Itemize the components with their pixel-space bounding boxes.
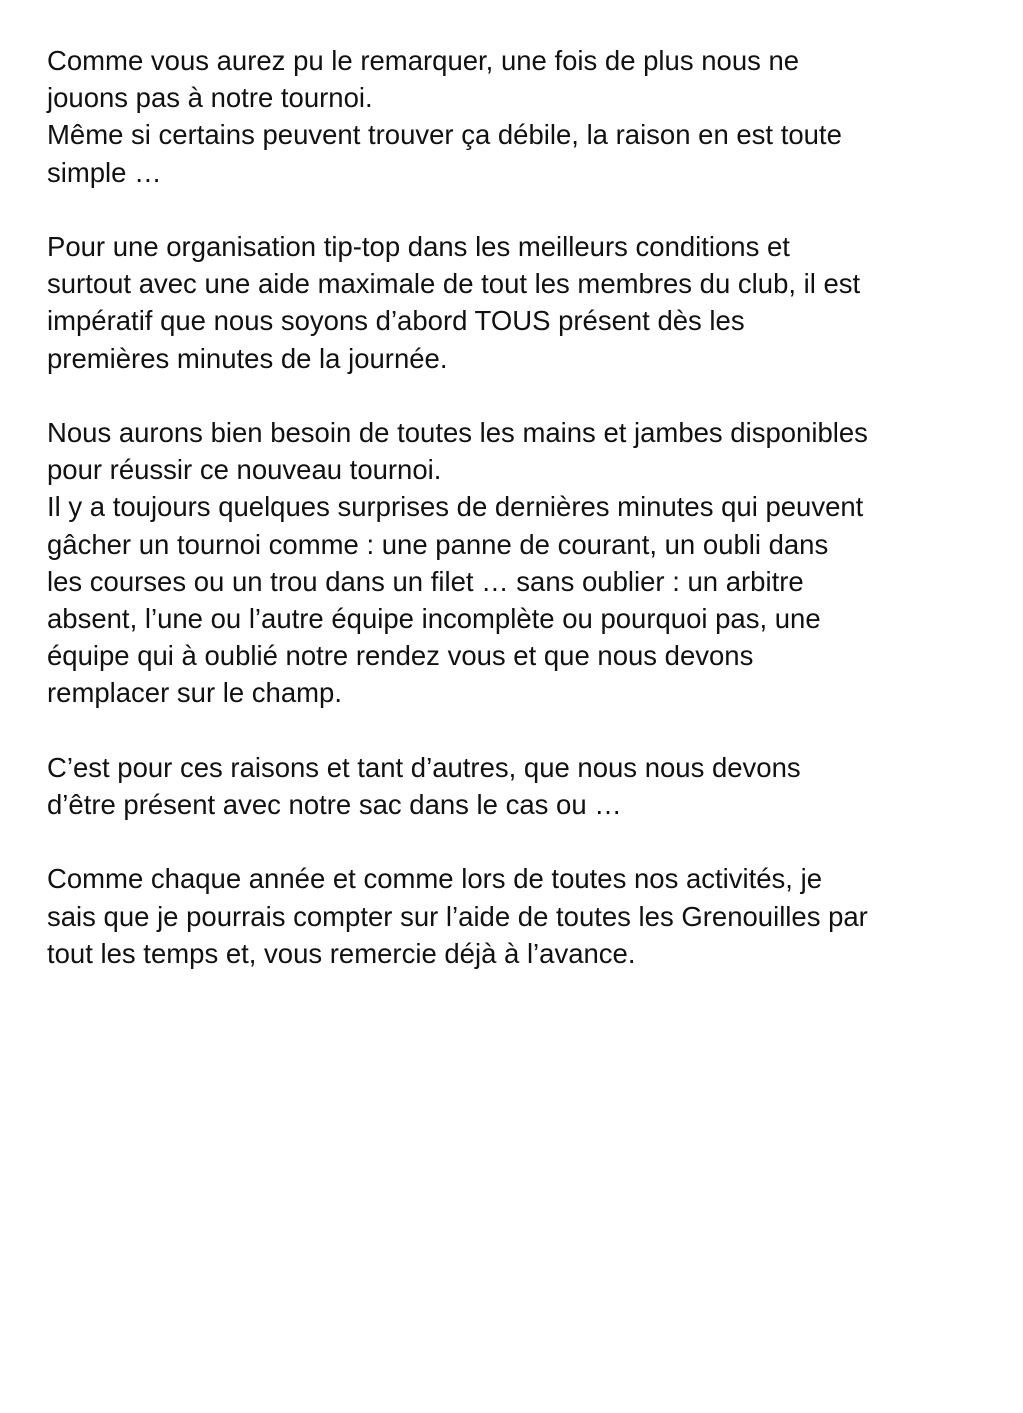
text-line: surtout avec une aide maximale de tout les membres du club, il est: [47, 268, 861, 300]
text-line: Nous aurons bien besoin de toutes les mains et jambes disponibles: [47, 417, 868, 448]
text-line: les courses ou un trou dans un filet … sans oublier : un arbitre: [47, 565, 804, 597]
paragraph-surprises: [47, 414, 987, 712]
text-line: remplacer sur le champ.: [47, 677, 342, 709]
text-line: pour réussir ce nouveau tournoi.: [47, 454, 442, 486]
text-line: Il y a toujours quelques surprises de dernières minutes qui peuvent: [47, 491, 864, 523]
text-line: premières minutes de la journée.: [47, 342, 448, 374]
paragraph-remerciements: [47, 860, 987, 972]
text-line: Pour une organisation tip-top dans les meilleurs conditions et: [47, 231, 790, 262]
text-line: d’être présent avec notre sac dans le cas ou …: [47, 789, 622, 821]
text-line: simple …: [47, 156, 162, 188]
paragraph-raisons: [47, 749, 987, 823]
text-line: gâcher un tournoi comme : une panne de courant, un oubli dans: [47, 528, 829, 560]
text-line: absent, l’une ou l’autre équipe incomplète ou pourquoi pas, une: [47, 603, 821, 635]
text-line: tout les temps et, vous remercie déjà à l’avance.: [47, 937, 636, 969]
paragraph-organisation: [47, 228, 987, 377]
document-body: [47, 42, 987, 1009]
text-line: sais que je pourrais compter sur l’aide de toutes les Grenouilles par: [47, 900, 868, 932]
text-line: Même si certains peuvent trouver ça débile, la raison en est toute: [47, 119, 842, 151]
text-line: impératif que nous soyons d’abord TOUS présent dès les: [47, 305, 745, 337]
text-line: Comme vous aurez pu le remarquer, une fois de plus nous ne: [47, 45, 800, 76]
paragraph-intro: [47, 42, 987, 191]
text-line: C’est pour ces raisons et tant d’autres, que nous nous devons: [47, 751, 801, 783]
text-line: équipe qui à oublié notre rendez vous et que nous devons: [47, 640, 754, 672]
text-line: Comme chaque année et comme lors de toutes nos activités, je: [47, 863, 822, 895]
text-line: jouons pas à notre tournoi.: [47, 82, 373, 114]
